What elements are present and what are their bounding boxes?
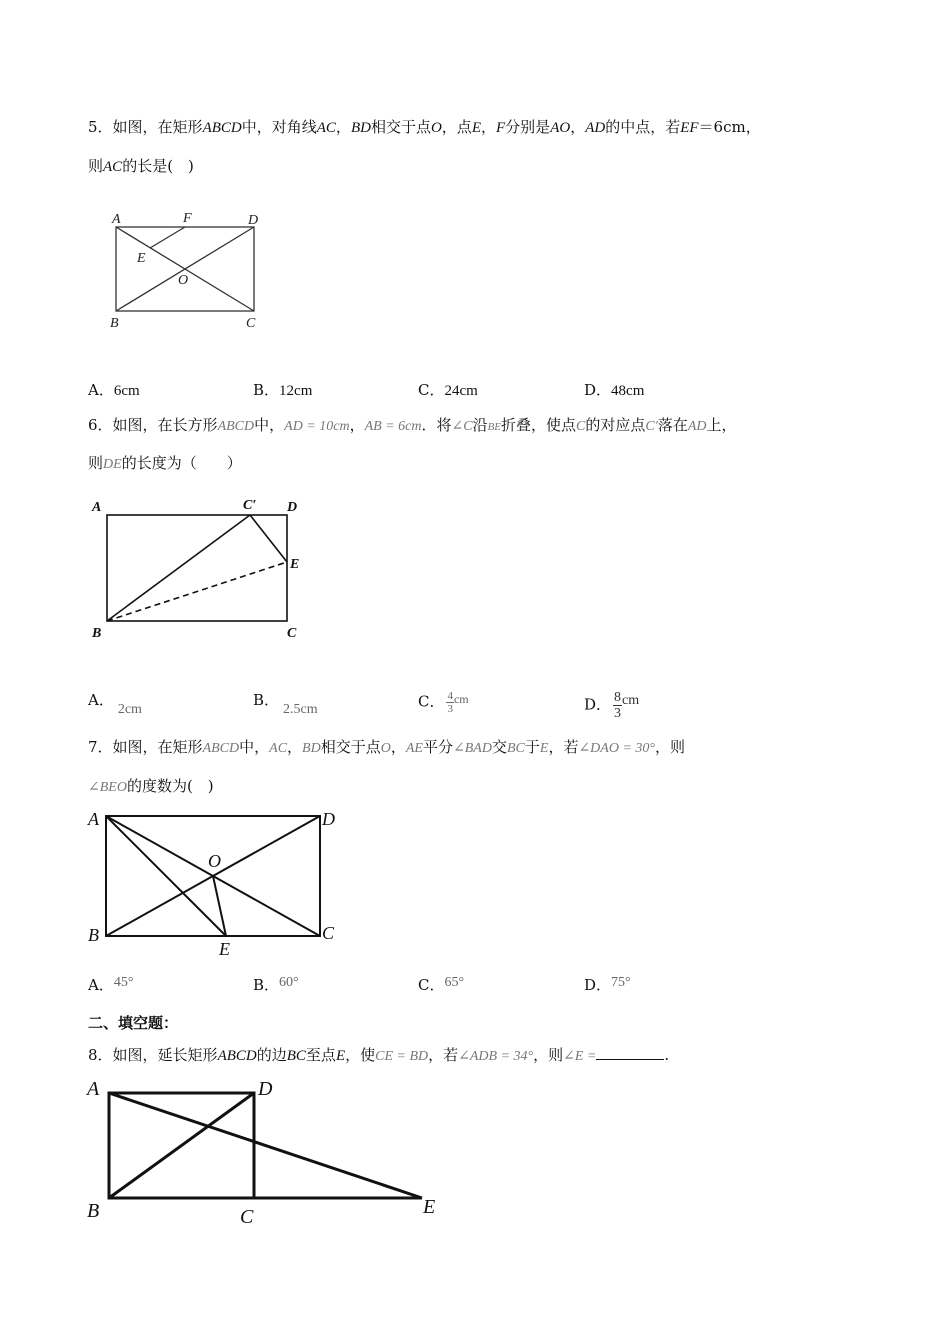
q5-label-o: O <box>178 273 189 288</box>
q8-answer-blank[interactable] <box>596 1045 664 1060</box>
q8-label-c: C <box>240 1206 254 1228</box>
q6-text-line2: 则DE的长度为（ ） <box>88 454 242 472</box>
q6-figure <box>88 490 318 645</box>
q6-fold-line-be <box>107 562 287 621</box>
section-title-fill-in: 二、填空题： <box>88 1014 179 1032</box>
q7-text-line2: ∠BEO的度数为( ) <box>88 777 214 795</box>
q5-text-line1: 5．如图，在矩形ABCD中，对角线AC，BD相交于点O，点E，F分别是AO，AD的中点，若EF＝6cm， <box>88 118 761 136</box>
q5-figure <box>100 204 280 334</box>
q6-label-c-prime: C′ <box>243 498 257 513</box>
q8-label-a: A <box>87 1078 100 1100</box>
q8-label-b: B <box>87 1200 100 1222</box>
q6-option-c[interactable]: C． $\frac{4}{3}$ $^{cm}$ <box>418 690 469 715</box>
q7-label-e: E <box>219 939 230 959</box>
q8-segment-ae <box>109 1093 422 1198</box>
q6-option-d-fraction: $\frac{8}{3}$ <box>614 690 622 721</box>
q8-text-line1: 8．如图，延长矩形ABCD的边BC至点E，使CE = BD，若∠ADB = 34°，则∠E = . <box>88 1046 670 1064</box>
q6-rectangle <box>107 515 287 621</box>
q6-segment-c-prime-e <box>250 515 287 562</box>
q7-option-d[interactable]: D．75° <box>584 975 631 994</box>
q7-label-a: A <box>88 809 99 829</box>
q7-label-o: O <box>208 851 221 871</box>
q7-label-d: D <box>322 809 335 829</box>
q7-option-c[interactable]: C．65° <box>418 975 465 994</box>
q8-label-e: E <box>423 1196 436 1218</box>
q5-label-a: A <box>112 212 121 227</box>
q7-segment-oe <box>213 876 226 936</box>
q5-label-c: C <box>246 316 256 331</box>
q8-figure <box>82 1073 452 1233</box>
q8-diagonal-bd <box>109 1093 254 1198</box>
q5-segment-ef <box>150 227 185 248</box>
q5-label-f: F <box>183 211 192 226</box>
q5-option-b[interactable]: B．12cm <box>253 381 313 399</box>
q7-segment-ae <box>106 816 226 936</box>
q6-option-a[interactable]: A．2cm <box>88 691 142 717</box>
q5-label-d: D <box>248 213 259 228</box>
q6-label-a: A <box>92 500 102 515</box>
q7-label-c: C <box>322 923 335 943</box>
q6-option-b[interactable]: B．2.5cm <box>253 691 318 717</box>
q7-option-b[interactable]: B．60° <box>253 975 299 994</box>
q6-option-c-fraction: $\frac{4}{3}$ <box>447 690 453 715</box>
q7-label-b: B <box>88 925 99 945</box>
q5-label-e: E <box>137 251 146 266</box>
q7-text-line1: 7．如图，在矩形ABCD中，AC，BD相交于点O，AE平分∠BAD交BC于E，若∠DAO = 30°，则 <box>88 738 686 756</box>
q6-label-c: C <box>287 626 297 641</box>
q7-option-a[interactable]: A．45° <box>88 975 134 994</box>
q6-segment-bc-prime <box>107 515 250 621</box>
q5-option-d[interactable]: D．48cm <box>584 381 645 399</box>
q6-label-e: E <box>290 557 300 572</box>
q5-text-line2: 则AC的长是( ) <box>88 157 194 175</box>
q7-figure <box>82 803 352 963</box>
q6-text-line1: 6．如图，在长方形ABCD中，AD = 10cm，AB = 6cm．将∠C沿BE折叠，使点C的对应点C′落在AD上， <box>88 416 737 434</box>
q5-option-c[interactable]: C．24cm <box>418 381 478 399</box>
q6-option-d[interactable]: D． $\frac{8}{3}$ cm <box>584 690 640 721</box>
q6-label-d: D <box>287 500 298 515</box>
q5-option-a[interactable]: A．6cm <box>88 381 140 399</box>
q5-label-b: B <box>110 316 119 331</box>
q6-label-b: B <box>92 626 102 641</box>
q8-label-d: D <box>258 1078 273 1100</box>
